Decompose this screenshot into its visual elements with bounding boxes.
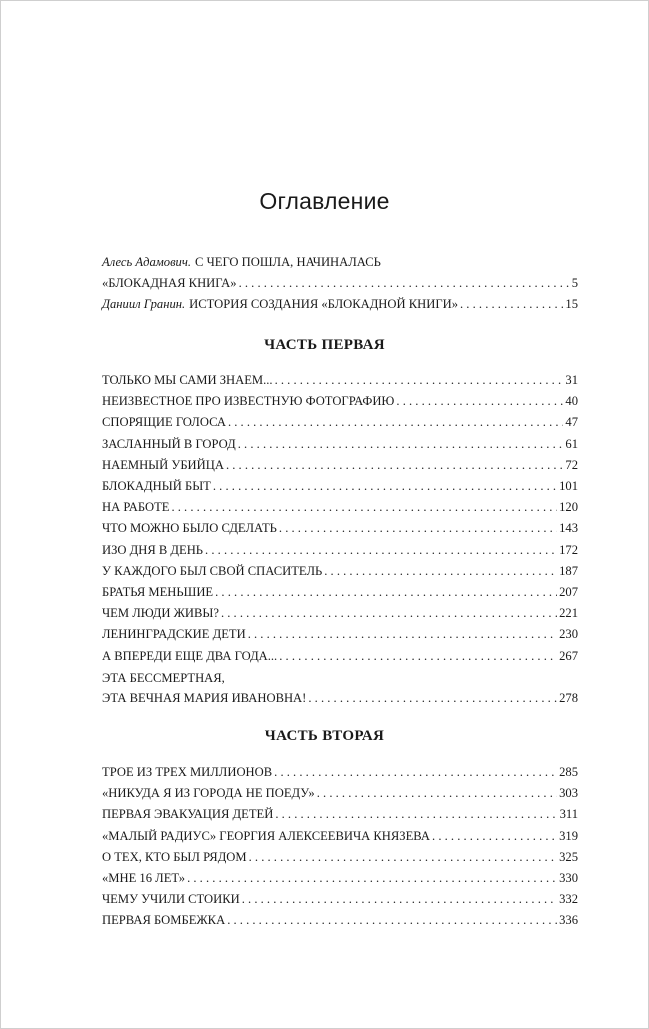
entry-title: ПЕРВАЯ ЭВАКУАЦИЯ ДЕТЕЙ (102, 807, 274, 822)
page-number: 311 (559, 807, 578, 822)
dot-leader (275, 372, 564, 388)
page-number: 330 (559, 871, 578, 885)
toc-entry[interactable] (102, 891, 578, 907)
entry-title: С ЧЕГО ПОШЛА, НАЧИНАЛАСЬ (195, 255, 381, 269)
entry-title: ЧТО МОЖНО БЫЛО СДЕЛАТЬ (102, 521, 277, 536)
entry-author: Алесь Адамович. (102, 255, 192, 269)
entry-title: ЛЕНИНГРАДСКИЕ ДЕТИ (102, 627, 246, 642)
page-number: 187 (559, 563, 578, 578)
toc-entry[interactable] (102, 584, 578, 600)
entry-title: О ТЕХ, КТО БЫЛ РЯДОМ (102, 849, 247, 864)
entry-title: ИСТОРИЯ СОЗДАНИЯ «БЛОКАДНОЙ КНИГИ» (189, 297, 458, 311)
toc-entry[interactable] (102, 520, 578, 536)
entry-title: У КАЖДОГО БЫЛ СВОЙ СПАСИТЕЛЬ (102, 563, 323, 578)
toc-entry[interactable] (102, 372, 578, 388)
entry-title: «МНЕ 16 ЛЕТ» (102, 871, 186, 885)
dot-leader (317, 785, 557, 801)
entry-title: «МАЛЫЙ РАДИУС» ГЕОРГИЯ АЛЕКСЕЕВИЧА КНЯЗЕВА (102, 828, 431, 843)
toc-entry[interactable] (102, 648, 578, 664)
toc-entry-granin[interactable] (102, 296, 578, 312)
part-two-heading: ЧАСТЬ ВТОРАЯ (264, 728, 385, 744)
dot-leader (279, 648, 557, 664)
page-number: 221 (559, 606, 578, 621)
dot-leader (396, 393, 563, 409)
page-number: 319 (559, 828, 578, 843)
page-number: 267 (559, 648, 578, 663)
page-number: 207 (559, 585, 578, 599)
dot-leader (308, 690, 557, 706)
dot-leader (227, 912, 557, 928)
dot-leader (226, 457, 563, 473)
page-number: 336 (559, 913, 578, 928)
dot-leader (215, 584, 557, 600)
page-number: 230 (559, 627, 578, 642)
dot-leader (171, 499, 557, 515)
entry-title: ТОЛЬКО МЫ САМИ ЗНАЕМ... (102, 373, 273, 387)
entry-title: НЕИЗВЕСТНОЕ ПРО ИЗВЕСТНУЮ ФОТОГРАФИЮ (102, 394, 395, 409)
entry-title: БЛОКАДНЫЙ БЫТ (102, 479, 211, 493)
toc-entry[interactable] (102, 828, 578, 844)
toc-entry-last-line1[interactable]: ЭТА БЕССМЕРТНАЯ, (102, 671, 225, 685)
entry-title: «НИКУДА Я ИЗ ГОРОДА НЕ ПОЕДУ» (102, 786, 315, 801)
toc-entry[interactable] (102, 393, 578, 409)
dot-leader (248, 626, 557, 642)
toc-entry[interactable] (102, 478, 578, 494)
dot-leader (228, 414, 563, 430)
entry-title: «БЛОКАДНАЯ КНИГА» (102, 276, 237, 290)
page-number: 5 (571, 276, 578, 290)
entry-title: СПОРЯЩИЕ ГОЛОСА (102, 415, 226, 430)
page-number: 31 (565, 373, 578, 387)
toc-entry[interactable] (102, 626, 578, 642)
entry-title: БРАТЬЯ МЕНЬШИЕ (102, 585, 214, 599)
page-number: 47 (565, 415, 578, 430)
part-one-heading: ЧАСТЬ ПЕРВАЯ (264, 337, 385, 353)
page-number: 285 (559, 765, 578, 779)
dot-leader (238, 436, 564, 452)
page-title: Оглавление (259, 188, 390, 214)
toc-entry[interactable] (102, 563, 578, 579)
dot-leader (213, 478, 557, 494)
toc-entry-adamovich-line2[interactable] (102, 275, 578, 291)
toc-entry[interactable] (102, 414, 578, 430)
toc-entry[interactable] (102, 457, 578, 473)
page-number: 278 (559, 691, 578, 705)
dot-leader (274, 764, 557, 780)
toc-entry-last-line2[interactable] (102, 690, 578, 706)
dot-leader (249, 849, 558, 865)
dot-leader (324, 563, 557, 579)
dot-leader (242, 891, 557, 907)
dot-leader (205, 542, 557, 558)
toc-entry[interactable] (102, 499, 578, 515)
toc-entry[interactable] (102, 806, 578, 822)
toc-entry[interactable] (102, 605, 578, 621)
toc-entry[interactable] (102, 870, 578, 886)
page-number: 303 (559, 786, 578, 801)
dot-leader (221, 605, 557, 621)
entry-title: ЗАСЛАННЫЙ В ГОРОД (102, 436, 236, 451)
toc-entry[interactable] (102, 912, 578, 928)
entry-title: ЧЕМУ УЧИЛИ СТОИКИ (102, 892, 240, 907)
entry-title: НАЕМНЫЙ УБИЙЦА (102, 457, 224, 472)
page-number: 72 (565, 457, 578, 472)
page-number: 332 (559, 892, 578, 907)
page-number: 15 (565, 297, 578, 311)
toc-entry[interactable] (102, 785, 578, 801)
dot-leader (432, 828, 557, 844)
entry-title: ИЗО ДНЯ В ДЕНЬ (102, 542, 204, 557)
entry-title: НА РАБОТЕ (102, 500, 170, 515)
page-number: 40 (565, 394, 578, 409)
toc-entry[interactable] (102, 849, 578, 865)
page-number: 143 (559, 521, 578, 536)
page-number: 61 (565, 436, 578, 451)
dot-leader (460, 296, 563, 312)
entry-title: А ВПЕРЕДИ ЕЩЕ ДВА ГОДА... (102, 648, 278, 663)
entry-title: ЭТА ВЕЧНАЯ МАРИЯ ИВАНОВНА! (102, 691, 307, 705)
entry-title: ЧЕМ ЛЮДИ ЖИВЫ? (102, 606, 219, 621)
page-number: 120 (559, 500, 578, 515)
toc-entry[interactable] (102, 764, 578, 780)
dot-leader (279, 520, 557, 536)
toc-entry-adamovich-line1[interactable] (102, 254, 381, 270)
page-number: 172 (559, 542, 578, 557)
toc-entry[interactable] (102, 436, 578, 452)
entry-title: ТРОЕ ИЗ ТРЕХ МИЛЛИОНОВ (102, 765, 273, 779)
entry-author: Даниил Гранин. (102, 297, 186, 311)
entry-title: ПЕРВАЯ БОМБЕЖКА (102, 913, 226, 928)
page-number: 101 (559, 479, 578, 493)
page-number: 325 (559, 849, 578, 864)
dot-leader (187, 870, 557, 886)
dot-leader (239, 275, 570, 291)
toc-entry[interactable] (102, 542, 578, 558)
dot-leader (275, 806, 557, 822)
